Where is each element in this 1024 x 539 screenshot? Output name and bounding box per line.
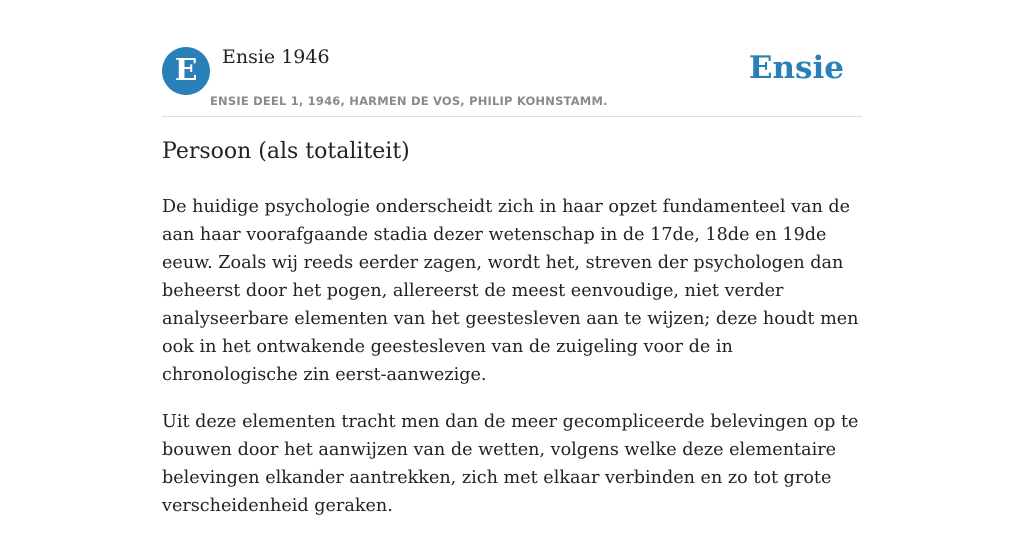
article-paragraph: De huidige psychologie onderscheidt zich in haar opzet fundamenteel van de aan haar voorafgaande stadia dezer wetenschap in de 17de, 18de en 19de eeuw. Zoals wij reeds eerder zagen, wordt het, streven der psychologen dan beheerst door het pogen, allereerst de meest eenvoudige, niet verder analyseerbare elementen van het geestesleven aan te wijzen; deze houdt men ook in het ontwakende geestesleven van de zuigeling voor de in chronologische zin eerst-aanwezige. bbox=[162, 197, 859, 385]
article-card bbox=[162, 0, 862, 516]
source-title[interactable]: Ensie 1946 bbox=[222, 46, 330, 68]
source-logo[interactable]: E bbox=[162, 47, 210, 95]
source-subtitle: ENSIE DEEL 1, 1946, HARMEN DE VOS, PHILIP KOHNSTAMM. bbox=[210, 94, 608, 108]
article-body bbox=[162, 193, 868, 539]
article-paragraph: Uit deze elementen tracht men dan de meer gecompliceerde belevingen op te bouwen door het aanwijzen van de wetten, volgens welke deze elementaire belevingen elkander aantrekken, zich met elkaar verbinden en zo tot grote verscheidenheid geraken. bbox=[162, 412, 859, 516]
brand-logo[interactable]: Ensie bbox=[748, 50, 844, 86]
article-headword: Persoon (als totaliteit) bbox=[162, 139, 410, 164]
source-header bbox=[162, 0, 862, 117]
